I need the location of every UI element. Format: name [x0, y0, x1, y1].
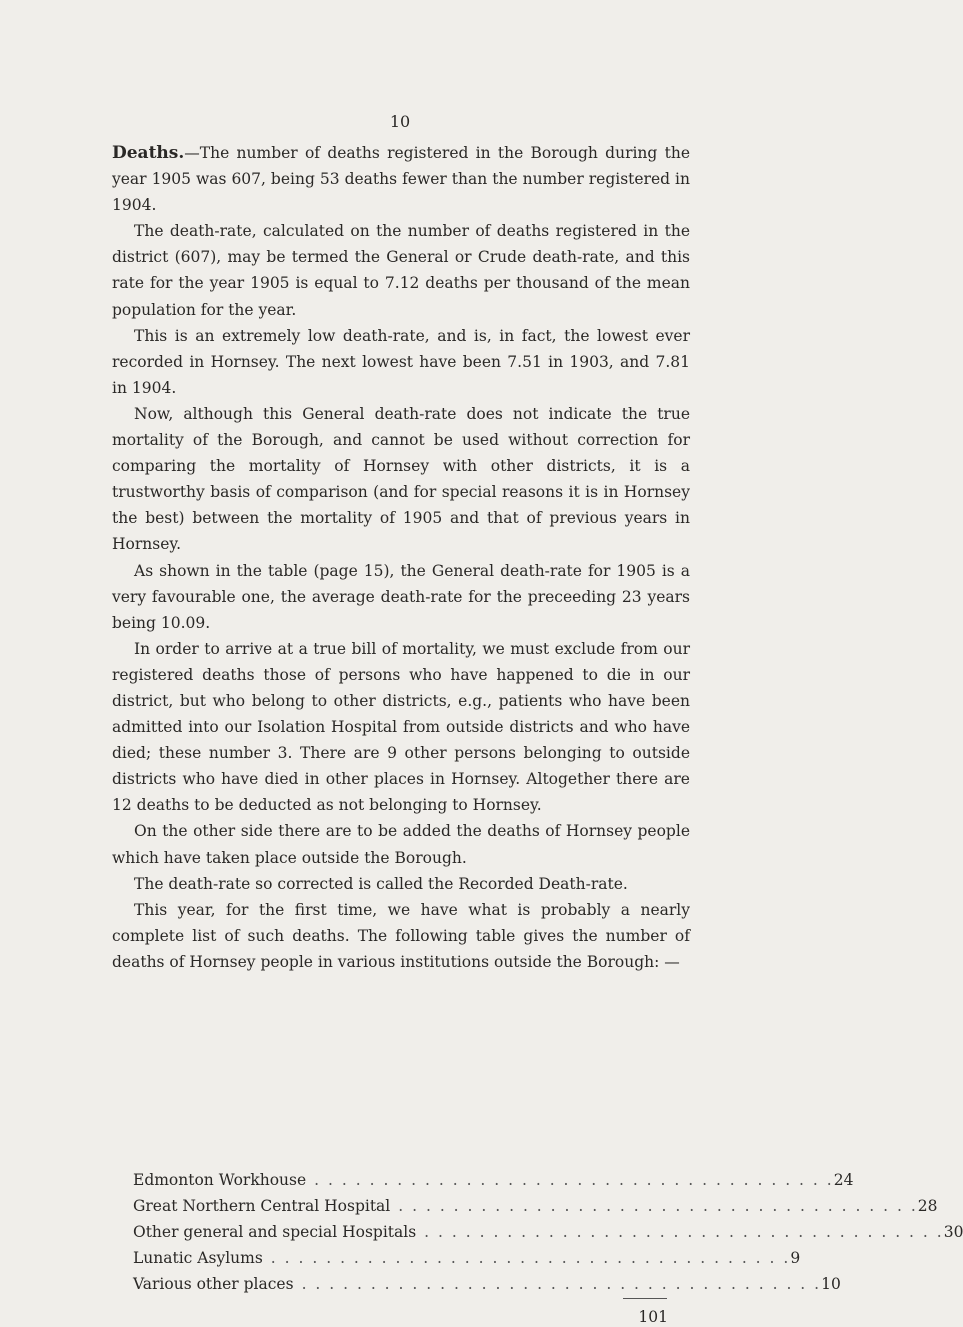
leader-dots: . . . . . . . . . . . . . . . . . . . . . . . . . . . . . . . . . . . . . . — [270, 1249, 791, 1268]
table-row — [133, 1167, 854, 1193]
row-label: Great Northern Central Hospital — [133, 1197, 391, 1216]
row-label: Various other places — [133, 1275, 294, 1294]
total-rule-top — [623, 1298, 667, 1299]
paragraph-9: This year, for the first time, we have what is probably a nearly complete list of such deaths. The following table gives the number of deaths of Hornsey people in various institutions outside the Borough: — — [112, 900, 690, 971]
section-heading: Deaths. — [112, 143, 185, 163]
row-value: 24 — [833, 1171, 854, 1189]
table-total: 101 — [638, 1308, 668, 1326]
row-value: 9 — [790, 1249, 801, 1268]
row-label: Other general and special Hospitals — [133, 1223, 417, 1242]
paragraph-5: As shown in the table (page 15), the General death-rate for 1905 is a very favourable one, the average death-rate for the preceeding 23 years being 10.09. — [112, 561, 690, 632]
deaths-outside-borough-table — [133, 1167, 963, 1297]
paragraph-1-text: —The number of deaths registered in the Borough during the year 1905 was 607, being 53 deaths fewer than the number registered in 1904. — [112, 144, 690, 215]
table-row — [133, 1245, 801, 1271]
row-label: Edmonton Workhouse — [133, 1171, 307, 1189]
table-row — [133, 1271, 841, 1297]
row-label: Lunatic Asylums — [133, 1249, 263, 1268]
paragraph-3: This is an extremely low death-rate, and is, in fact, the lowest ever recorded in Hornsey. The next lowest have been 7.51 in 1903, and 7.81 in 1904. — [112, 326, 690, 397]
paragraph-4: Now, although this General death-rate does not indicate the true mortality of the Borough, and cannot be used without correction for comparing the mortality of Hornsey with other districts, it is a trustworthy basis of comparison (and for special reasons it is in Hornsey the best) between the mortality of 1905 and that of previous years in Hornsey. — [112, 404, 690, 554]
table-row — [133, 1219, 963, 1245]
leader-dots: . . . . . . . . . . . . . . . . . . . . . . . . . . . . . . . . . . . . . . — [301, 1275, 822, 1294]
paragraph-2: The death-rate, calculated on the number of deaths registered in the district (607), may be termed the General or Crude death-rate, and this rate for the year 1905 is equal to 7.12 deaths per thousand of the mean population for the year. — [112, 222, 690, 319]
body-text — [112, 140, 690, 975]
leader-dots: . . . . . . . . . . . . . . . . . . . . . . . . . . . . . . . . . . . . . . — [424, 1223, 944, 1242]
leader-dots: . . . . . . . . . . . . . . . . . . . . . . . . . . . . . . . . . . . . . . — [398, 1197, 918, 1216]
table-row — [133, 1193, 938, 1219]
row-value: 28 — [917, 1197, 938, 1216]
row-value: 10 — [821, 1275, 841, 1294]
row-value: 30 — [943, 1223, 963, 1242]
paragraph-6: In order to arrive at a true bill of mortality, we must exclude from our registered deaths those of persons who have happened to die in our district, but who belong to other districts, e.g., patients who have been admitted into our Isolation Hospital from outside districts and who have died; these number 3. There are 9 other persons belonging to outside districts who have died in other places in Hornsey. Altogether there are 12 deaths to be deducted as not belonging to Hornsey. — [112, 639, 690, 815]
page-number: 10 — [389, 112, 411, 131]
paragraph-7: On the other side there are to be added the deaths of Hornsey people which have taken place outside the Borough. — [112, 822, 690, 867]
paragraph-1 — [112, 140, 690, 218]
paragraph-8: The death-rate so corrected is called the Recorded Death-rate. — [134, 874, 628, 893]
leader-dots: . . . . . . . . . . . . . . . . . . . . . . . . . . . . . . . . . . . . . . — [314, 1171, 834, 1189]
